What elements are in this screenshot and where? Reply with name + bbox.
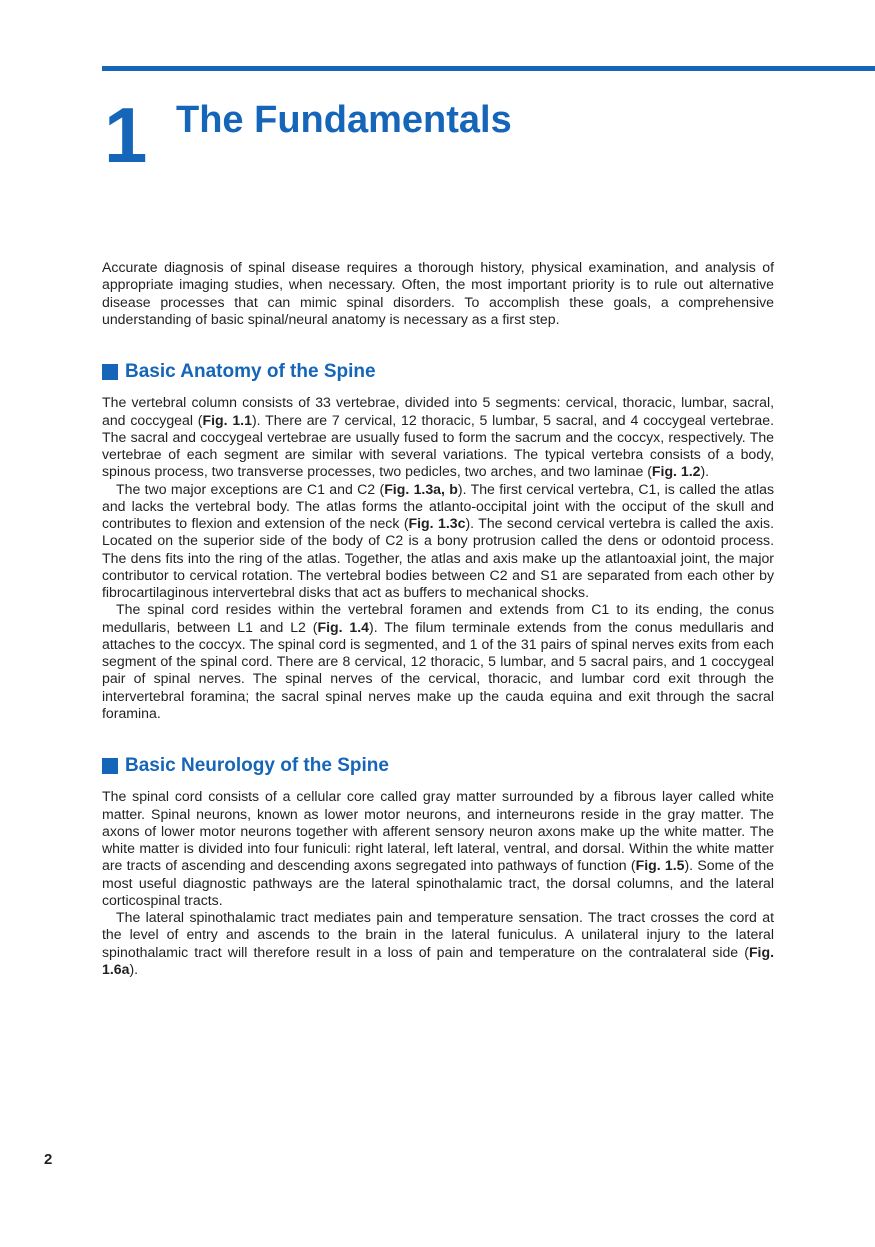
top-rule — [102, 66, 875, 71]
figure-reference: Fig. 1.1 — [202, 411, 252, 428]
page-number: 2 — [44, 1151, 53, 1168]
figure-reference: Fig. 1.2 — [651, 463, 701, 480]
section-heading-label: Basic Neurology of the Spine — [125, 755, 389, 776]
section-marker-icon — [102, 364, 118, 380]
figure-reference: Fig. 1.3a, b — [384, 480, 458, 497]
section-heading-neurology — [102, 757, 774, 774]
neurology-paragraph-1: The spinal cord consists of a cellular core called gray matter surrounded by a fibrous layer called white matter. Spinal neurons, known as lower motor neurons, and interneurons reside in the gray matter. The axons of lower motor neurons together with afferent sensory neuron axons make up the white matter. The white matter is divided into four funiculi: right lateral, left lateral, ventral, and dorsal. Within the white matter are tracts of ascending and descending axons segregated into pathways of function (Fig. 1.5). Some of the most useful diagnostic pathways are the lateral spinothalamic tract, the dorsal columns, and the lateral corticospinal tracts. — [102, 788, 774, 908]
chapter-title: The Fundamentals — [176, 99, 512, 141]
figure-reference: Fig. 1.6a — [102, 943, 774, 977]
chapter-number: 1 — [104, 91, 148, 179]
section-heading-label: Basic Anatomy of the Spine — [125, 361, 376, 382]
figure-reference: Fig. 1.3c — [408, 515, 466, 531]
figure-reference: Fig. 1.4 — [317, 618, 370, 635]
neurology-paragraph-2: The lateral spinothalamic tract mediates pain and temperature sensation. The tract crosses the cord at the level of entry and ascends to the brain in the lateral funiculus. A unilateral injury to the lateral spinothalamic tract will therefore result in a loss of pain and temperature on the contralateral side (Fig. 1.6a). — [102, 909, 774, 977]
anatomy-paragraph-2: The two major exceptions are C1 and C2 (Fig. 1.3a, b). The first cervical vertebra, C1, is called the atlas and lacks the vertebral body. The atlas forms the atlanto-occipital joint with the occiput of the skull and contributes to flexion and extension of the neck (Fig. 1.3c). The second cervical vertebra is called the axis. Located on the superior side of the body of C2 is a bony protrusion called the dens or odontoid process. The dens fits into the ring of the atlas. Together, the atlas and axis make up the atlantoaxial joint, the major contributor to cervical rotation. The vertebral bodies between C2 and S1 are separated from each other by fibrocartilaginous intervertebral disks that act as buffers to mechanical shocks. — [102, 480, 774, 600]
anatomy-paragraph-1: The vertebral column consists of 33 vertebrae, divided into 5 segments: cervical, thoracic, lumbar, sacral, and coccygeal (Fig. 1.1). There are 7 cervical, 12 thoracic, 5 lumbar, 5 sacral, and 4 coccygeal vertebrae. The sacral and coccygeal vertebrae are usually fused to form the sacrum and the coccyx, respectively. The vertebrae of each segment are similar with several variations. The typical vertebra consists of a body, spinous process, two transverse processes, two pedicles, two arches, and two laminae (Fig. 1.2). — [102, 394, 775, 480]
section-heading-anatomy — [102, 363, 774, 380]
anatomy-paragraph-3: The spinal cord resides within the vertebral foramen and extends from C1 to its ending, the conus medullaris, between L1 and L2 (Fig. 1.4). The filum terminale extends from the conus medullaris and attaches to the coccyx. The spinal cord is segmented, and 1 of the 31 pairs of spinal nerves exits from each segment of the spinal cord. There are 8 cervical, 12 thoracic, 5 lumbar, and 5 sacral pairs, and 1 coccygeal pair of spinal nerves. The spinal nerves of the cervical, thoracic, and lumbar cord exit through the intervertebral foramina; the sacral spinal nerves make up the cauda equina and exit through the sacral foramina. — [102, 601, 774, 721]
page-content — [102, 259, 774, 978]
figure-reference: Fig. 1.5 — [635, 857, 685, 874]
intro-paragraph: Accurate diagnosis of spinal disease requires a thorough history, physical examination, and analysis of appropriate imaging studies, when necessary. Often, the most important priority is to rule out alternative disease processes that can mimic spinal disorders. To accomplish these goals, a comprehensive understanding of basic spinal/neural anatomy is necessary as a first step. — [102, 259, 774, 327]
section-marker-icon — [102, 758, 118, 774]
